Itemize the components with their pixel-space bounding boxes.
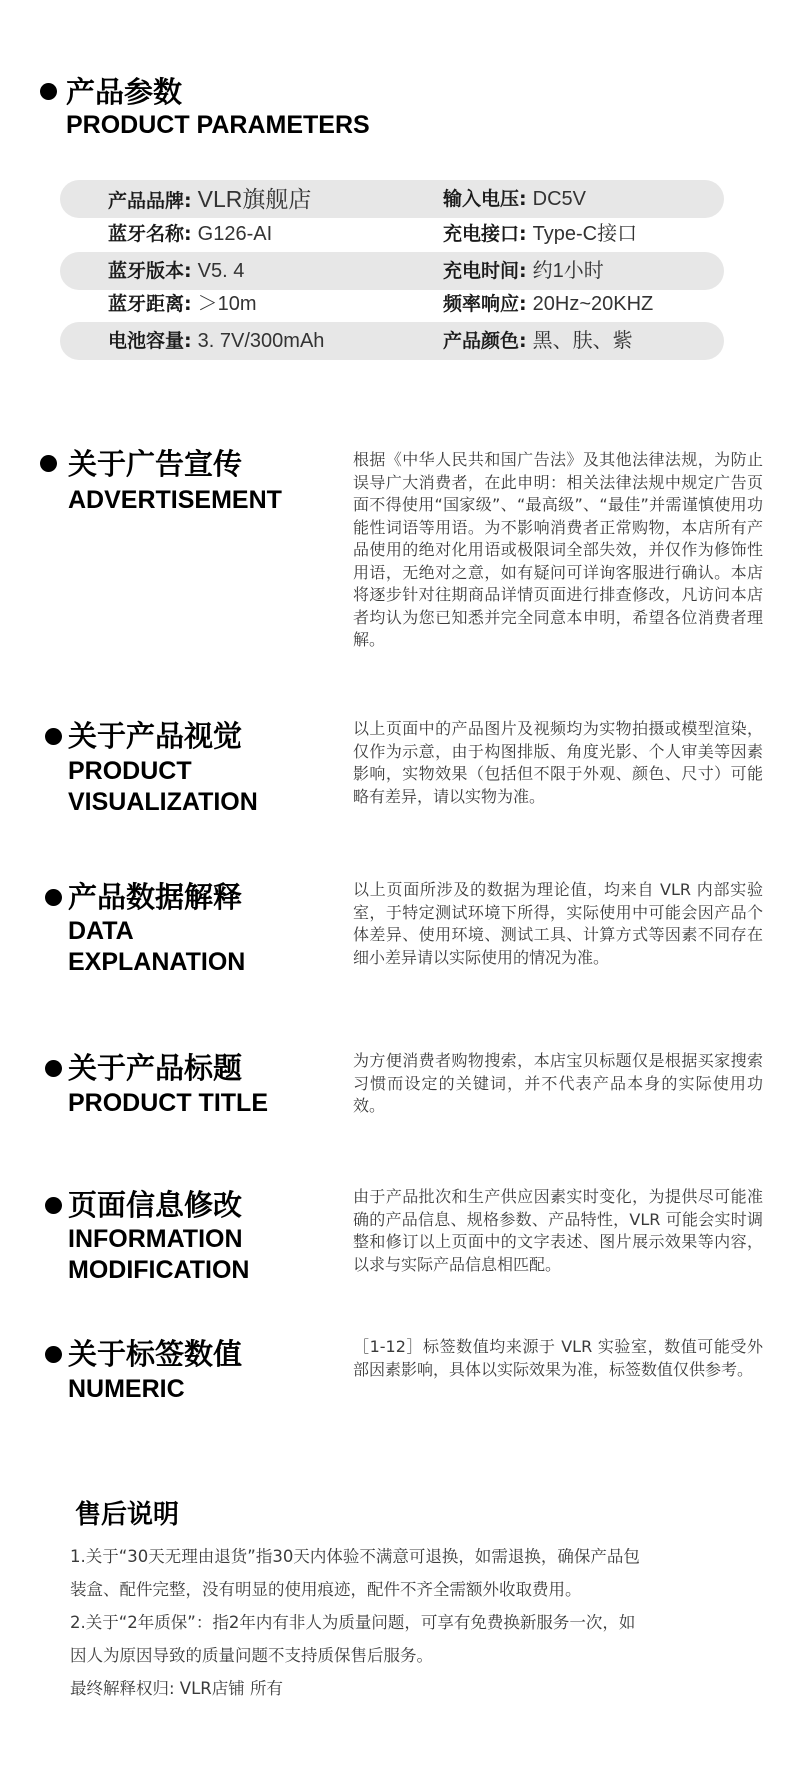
param-row-bt-name — [108, 222, 272, 246]
section-title-cn: 关于广告宣传 — [68, 447, 243, 481]
section-title-en: PRODUCT — [68, 757, 192, 785]
after-sales-line: 最终解释权归: VLR店铺 所有 — [70, 1679, 283, 1698]
param-label: 电池容量: — [108, 330, 192, 352]
param-label: 蓝牙距离: — [108, 293, 192, 315]
param-label: 产品颜色: — [443, 330, 527, 352]
section-body: 以上页面中的产品图片及视频均为实物拍摄或模型渲染，仅作为示意，由于构图排版、角度光影、个人审美等因素影响，实物效果（包括但不限于外观、颜色、尺寸）可能略有差异，请以实物为准。 — [353, 719, 763, 806]
section-body: 根据《中华人民共和国广告法》及其他法律法规，为防止误导广大消费者，在此申明：相关法律法规中规定广告页面不得使用“国家级”、“最高级”、“最佳”并需谨慎使用功能性词语等用语。为不影响消费者正常购物，本店所有产品使用的绝对化用语或极限词全部失效，并仅作为修饰性用语，无绝对之意，如有疑问可详询客服进行确认。本店将逐步针对往期商品详情页面进行排查修改，凡访问本店者均认为您已知悉并完全同意本申明，希望各位消费者理解。 — [353, 450, 763, 649]
bullet-dot — [40, 83, 57, 100]
section-title-en: MODIFICATION — [68, 1256, 250, 1284]
after-sales-line: 2.关于“2年质保”：指2年内有非人为质量问题，可享有免费换新服务一次，如 — [70, 1613, 636, 1632]
parameters-title-en: PRODUCT PARAMETERS — [66, 111, 370, 139]
section-title-en: NUMERIC — [68, 1375, 185, 1403]
section-body: ［1-12］标签数值均来源于 VLR 实验室，数值可能受外部因素影响，具体以实际效果为准，标签数值仅供参考。 — [353, 1337, 763, 1379]
param-label: 频率响应: — [443, 293, 527, 315]
param-value: DC5V — [532, 188, 587, 210]
param-row-bt-range — [108, 292, 257, 316]
param-label: 充电时间: — [443, 260, 527, 282]
param-row-brand — [108, 187, 311, 213]
section-title-en: PRODUCT TITLE — [68, 1089, 268, 1117]
param-row-bt-version — [108, 259, 244, 283]
section-body: 以上页面所涉及的数据为理论值，均来自 VLR 内部实验室，于特定测试环境下所得，实际使用中可能会因产品个体差异、使用环境、测试工具、计算方式等因素不同存在细小差异请以实际使用的情况为准。 — [353, 880, 763, 967]
section-title-en: INFORMATION — [68, 1225, 243, 1253]
param-value: Type-C接口 — [532, 223, 638, 245]
param-label: 充电接口: — [443, 223, 527, 245]
param-row-voltage — [443, 187, 586, 211]
section-body: 由于产品批次和生产供应因素实时变化，为提供尽可能准确的产品信息、规格参数、产品特性，VLR 可能会实时调整和修订以上页面中的文字表述、图片展示效果等内容，以求与实际产品信息相匹配。 — [353, 1187, 763, 1274]
param-label: 蓝牙名称: — [108, 223, 192, 245]
param-row-charge-port — [443, 222, 637, 246]
section-title-cn: 页面信息修改 — [68, 1188, 243, 1222]
bullet-dot — [45, 1346, 62, 1363]
section-title-en: VISUALIZATION — [68, 788, 258, 816]
after-sales-title: 售后说明 — [75, 1500, 180, 1530]
param-value: VLR旗舰店 — [197, 186, 312, 212]
bullet-dot — [45, 1060, 62, 1077]
param-row-charge-time — [443, 259, 604, 283]
param-label: 蓝牙版本: — [108, 260, 192, 282]
after-sales-line: 因人为原因导致的质量问题不支持质保售后服务。 — [70, 1646, 433, 1665]
bullet-dot — [45, 889, 62, 906]
section-body: 为方便消费者购物搜索，本店宝贝标题仅是根据买家搜索习惯而设定的关键词，并不代表产品本身的实际使用功效。 — [353, 1051, 763, 1115]
param-value: 3. 7V/300mAh — [197, 330, 325, 352]
param-value: 约1小时 — [532, 260, 604, 282]
after-sales-line: 1.关于“30天无理由退货”指30天内体验不满意可退换，如需退换，确保产品包 — [70, 1547, 640, 1566]
section-title-en: EXPLANATION — [68, 948, 246, 976]
parameters-title-cn: 产品参数 — [66, 75, 183, 109]
section-title-en: ADVERTISEMENT — [68, 486, 282, 514]
section-title-cn: 关于产品标题 — [68, 1051, 243, 1085]
section-title-en: DATA — [68, 917, 134, 945]
param-value: 黑、肤、紫 — [532, 330, 633, 352]
section-title-cn: 关于标签数值 — [68, 1337, 243, 1371]
param-value: ＞10m — [197, 293, 257, 315]
param-label: 输入电压: — [443, 188, 527, 210]
after-sales-line: 装盒、配件完整，没有明显的使用痕迹，配件不齐全需额外收取费用。 — [70, 1580, 582, 1599]
bullet-dot — [45, 728, 62, 745]
param-value: G126-AI — [197, 223, 273, 245]
section-title-cn: 关于产品视觉 — [68, 719, 243, 753]
param-value: V5. 4 — [197, 260, 245, 282]
param-row-color — [443, 329, 633, 353]
bullet-dot — [40, 455, 57, 472]
section-title-cn: 产品数据解释 — [68, 880, 243, 914]
bullet-dot — [45, 1197, 62, 1214]
param-row-frequency — [443, 292, 653, 316]
param-value: 20Hz~20KHZ — [532, 293, 654, 315]
param-row-battery — [108, 329, 324, 353]
param-label: 产品品牌: — [108, 190, 192, 212]
